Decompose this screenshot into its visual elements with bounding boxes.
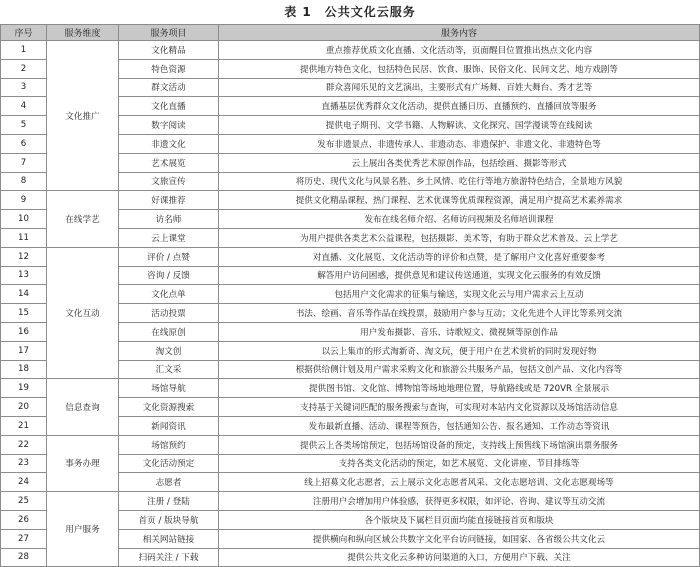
service-item: 文化精品 [119,41,219,60]
row-number: 2 [1,59,47,78]
service-content: 支持各类文化活动的预定，如艺术展览、文化讲座、节目排练等 [219,454,700,473]
service-dimension: 文化推广 [47,41,119,191]
service-item: 文化点单 [119,285,219,304]
service-content: 提供云上各类场馆预定，包括场馆设备的预定，支持线上预售线下场馆演出票务服务 [219,435,700,454]
row-number: 9 [1,191,47,210]
table-row [1,379,700,398]
row-number: 15 [1,304,47,323]
service-item: 数字阅读 [119,116,219,135]
service-content: 用户发布摄影、音乐、诗歌短文、微视频等原创作品 [219,322,700,341]
service-content: 提供地方特色文化，包括特色民居、饮食、服饰、民俗文化、民间文艺、地方戏剧等 [219,59,700,78]
service-content: 提供图书馆、文化馆、博物馆等场地地理位置，导航路线或是 720VR 全景展示 [219,379,700,398]
service-content: 发布在线名师介绍、名师访问视频及名师培训课程 [219,210,700,229]
row-number: 5 [1,116,47,135]
service-item: 文化活动预定 [119,454,219,473]
service-item: 群文活动 [119,78,219,97]
service-dimension: 事务办理 [47,435,119,491]
service-content: 各个版块及下属栏目页面均能直接链接首页和版块 [219,510,700,529]
table-row [1,41,700,60]
table-header-row [1,25,700,41]
service-item: 在线原创 [119,322,219,341]
service-content: 以云上集市的形式淘新奇、淘文玩，便于用户在艺术赏析的同时发现好物 [219,341,700,360]
row-number: 16 [1,322,47,341]
service-item: 文化直播 [119,97,219,116]
table-row [1,191,700,210]
service-item: 访名师 [119,210,219,229]
service-item: 特色资源 [119,59,219,78]
row-number: 12 [1,247,47,266]
table-caption: 表 1 公共文化云服务 [284,5,416,19]
row-number: 18 [1,360,47,379]
service-item: 场馆预约 [119,435,219,454]
row-number: 13 [1,266,47,285]
service-item: 好课推荐 [119,191,219,210]
row-number: 22 [1,435,47,454]
service-item: 文化资源搜索 [119,398,219,417]
service-content: 注册用户会增加用户体验感，获得更多权限，如评论、咨询、建议等互动交流 [219,492,700,511]
services-table [0,24,700,567]
row-number: 3 [1,78,47,97]
row-number: 24 [1,473,47,492]
service-content: 发布最新直播、活动、课程等预告，包括通知公告、报名通知、工作动态等资讯 [219,416,700,435]
row-number: 14 [1,285,47,304]
service-content: 重点推荐优质文化直播、文化活动等，页面醒目位置推出热点文化内容 [219,41,700,60]
row-number: 27 [1,529,47,548]
table-row [1,492,700,511]
service-item: 志愿者 [119,473,219,492]
row-number: 26 [1,510,47,529]
service-item: 艺术展览 [119,153,219,172]
service-content: 云上展出各类优秀艺术原创作品，包括绘画、摄影等形式 [219,153,700,172]
header-item: 服务项目 [119,25,219,41]
table-row [1,247,700,266]
service-content: 支持基于关键词匹配的服务搜索与查询，可实现对本站内文化资源以及场馆活动信息 [219,398,700,417]
row-number: 25 [1,492,47,511]
row-number: 11 [1,228,47,247]
table-body [1,41,700,567]
service-content: 线上招募文化志愿者，云上展示文化志愿者风采、文化志愿培训、文化志愿观场等 [219,473,700,492]
service-dimension: 文化互动 [47,247,119,379]
header-content: 服务内容 [219,25,700,41]
service-content: 直播基层优秀群众文化活动，提供直播日历、直播预约、直播回放等服务 [219,97,700,116]
service-dimension: 用户服务 [47,492,119,567]
service-content: 对直播、文化展览、文化活动等的评价和点赞，是了解用户文化喜好重要参考 [219,247,700,266]
service-dimension: 在线学艺 [47,191,119,247]
service-dimension: 信息查询 [47,379,119,435]
row-number: 21 [1,416,47,435]
table-row [1,435,700,454]
service-item: 新闻资讯 [119,416,219,435]
service-item: 相关网站链接 [119,529,219,548]
header-no: 序号 [1,25,47,41]
service-content: 书法、绘画、音乐等作品在线投票，鼓励用户参与互动；文化先进个人评比等系列交流 [219,304,700,323]
service-content: 为用户提供各类艺术公益课程，包括摄影、美术等，有助于群众艺术普及、云上学艺 [219,228,700,247]
header-dimension: 服务维度 [47,25,119,41]
row-number: 20 [1,398,47,417]
service-content: 提供公共文化云多种访问渠道的入口，方便用户下载、关注 [219,548,700,567]
service-content: 发布非遗景点、非遗传承人、非遗动态、非遗保护、非遗文化、非遗特色等 [219,134,700,153]
row-number: 10 [1,210,47,229]
row-number: 6 [1,134,47,153]
row-number: 23 [1,454,47,473]
row-number: 4 [1,97,47,116]
row-number: 28 [1,548,47,567]
row-number: 19 [1,379,47,398]
service-content: 提供横向和纵向区域公共数字文化平台访问链接，如国家、各省级公共文化云 [219,529,700,548]
service-item: 扫码关注 / 下载 [119,548,219,567]
service-item: 场馆导航 [119,379,219,398]
service-item: 汇文采 [119,360,219,379]
row-number: 1 [1,41,47,60]
service-item: 评价 / 点赞 [119,247,219,266]
service-item: 注册 / 登陆 [119,492,219,511]
service-item: 咨询 / 反馈 [119,266,219,285]
row-number: 7 [1,153,47,172]
service-item: 淘文创 [119,341,219,360]
service-content: 解答用户访问困惑，提供意见和建议传送通道，实现文化云服务的有效反馈 [219,266,700,285]
service-content: 包括用户文化需求的征集与输送，实现文化云与用户需求云上互动 [219,285,700,304]
service-content: 群众喜闻乐见的文艺演出，主要形式有广场舞、百姓大舞台、秀才艺等 [219,78,700,97]
service-item: 云上课堂 [119,228,219,247]
service-content: 提供电子期刊、文学书籍、人物解读、文化探究、国学漫谈等在线阅读 [219,116,700,135]
service-item: 非遗文化 [119,134,219,153]
row-number: 8 [1,172,47,191]
service-item: 首页 / 版块导航 [119,510,219,529]
service-item: 文旅宣传 [119,172,219,191]
service-content: 将历史、现代文化与风景名胜、乡土风情、吃住行等地方旅游特色结合，全景地方风貌 [219,172,700,191]
service-item: 活动投票 [119,304,219,323]
service-content: 提供文化精品课程、热门课程、艺术优课等优质课程资源，满足用户提高艺术素养需求 [219,191,700,210]
service-content: 根据供给侧计划及用户需求采购文化和旅游公共服务产品，包括文创产品、文化内容等 [219,360,700,379]
row-number: 17 [1,341,47,360]
